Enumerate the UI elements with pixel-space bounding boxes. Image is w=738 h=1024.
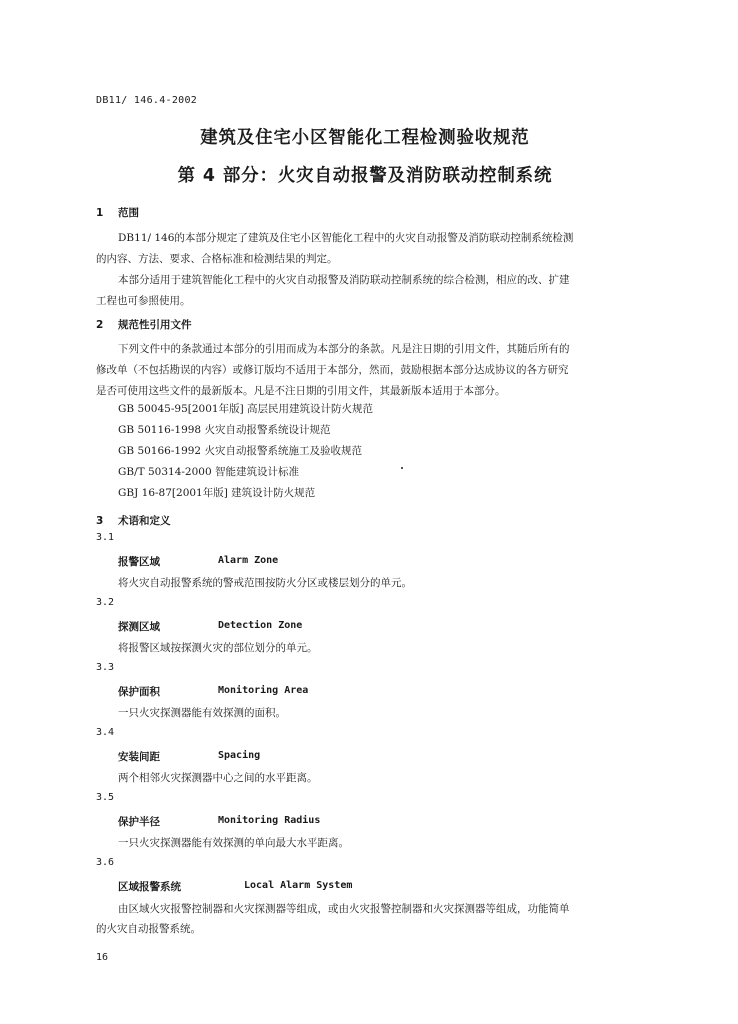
paragraph-line: 是否可使用这些文件的最新版本。凡是不注日期的引用文件，其最新版本适用于本部分。 (96, 385, 506, 397)
section-1-heading (96, 205, 139, 220)
term-chinese: 保护面积 (118, 686, 160, 698)
term-english: Detection Zone (218, 620, 303, 631)
term-number: 3.4 (96, 727, 115, 738)
term-number: 3.6 (96, 857, 115, 868)
section-title: 规范性引用文件 (118, 319, 192, 331)
term-english: Local Alarm System (244, 880, 353, 891)
page-number: 16 (96, 952, 109, 963)
term-number: 3.2 (96, 597, 115, 608)
term-definition: 由区域火灾报警控制器和火灾探测器等组成，或由火灾报警控制器和火灾探测器等组成，功能简单 (118, 903, 570, 915)
paragraph-line: 本部分适用于建筑智能化工程中的火灾自动报警及消防联动控制系统的综合检测，相应的改、扩建 (118, 274, 570, 286)
section-2-heading (96, 317, 192, 332)
section-number: 1 (96, 207, 104, 219)
reference-item: GB/T 50314-2000 智能建筑设计标准 (118, 466, 299, 478)
term-chinese: 保护半径 (118, 816, 160, 828)
term-english: Alarm Zone (218, 555, 279, 566)
term-definition: 将报警区域按探测火灾的部位划分的单元。 (118, 642, 318, 654)
reference-item: GBJ 16-87[2001年版] 建筑设计防火规范 (118, 487, 316, 499)
document-part-title: 第 4 部分：火灾自动报警及消防联动控制系统 (177, 166, 553, 186)
paragraph-line: 工程也可参照使用。 (96, 295, 191, 307)
paragraph-line: 下列文件中的条款通过本部分的引用而成为本部分的条款。凡是注日期的引用文件，其随后所有的 (118, 343, 570, 355)
term-definition: 的火灾自动报警系统。 (96, 923, 201, 935)
term-english: Spacing (218, 750, 261, 761)
reference-item: GB 50116-1998 火灾自动报警系统设计规范 (118, 424, 331, 436)
reference-item: GB 50045-95[2001年版] 高层民用建筑设计防火规范 (118, 403, 374, 415)
term-chinese: 报警区域 (118, 556, 160, 568)
document-title: 建筑及住宅小区智能化工程检测验收规范 (200, 128, 530, 148)
paragraph-line: DB11/ 146的本部分规定了建筑及住宅小区智能化工程中的火灾自动报警及消防联动控制系统检测 (118, 232, 574, 244)
section-number: 2 (96, 319, 104, 331)
term-number: 3.5 (96, 792, 115, 803)
term-definition: 一只火灾探测器能有效探测的面积。 (118, 707, 286, 719)
scan-speck (401, 467, 403, 469)
term-definition: 将火灾自动报警系统的警戒范围按防火分区或楼层划分的单元。 (118, 577, 412, 589)
reference-item: GB 50166-1992 火灾自动报警系统施工及验收规范 (118, 445, 362, 457)
section-3-heading (96, 513, 171, 528)
term-number: 3.1 (96, 532, 115, 543)
term-definition: 两个相邻火灾探测器中心之间的水平距离。 (118, 772, 318, 784)
paragraph-line: 修改单（不包括勘误的内容）或修订版均不适用于本部分，然而，鼓励根据本部分达成协议的各方研究 (96, 364, 569, 376)
section-title: 术语和定义 (118, 515, 171, 527)
term-chinese: 探测区域 (118, 621, 160, 633)
standard-code: DB11/ 146.4-2002 (96, 95, 198, 106)
section-number: 3 (96, 515, 104, 527)
term-chinese: 区域报警系统 (118, 881, 181, 893)
term-definition: 一只火灾探测器能有效探测的单向最大水平距离。 (118, 837, 349, 849)
term-chinese: 安装间距 (118, 751, 160, 763)
section-title: 范围 (118, 207, 139, 219)
paragraph-line: 的内容、方法、要求、合格标准和检测结果的判定。 (96, 253, 338, 265)
term-english: Monitoring Radius (218, 815, 321, 826)
term-english: Monitoring Area (218, 685, 309, 696)
term-number: 3.3 (96, 662, 115, 673)
